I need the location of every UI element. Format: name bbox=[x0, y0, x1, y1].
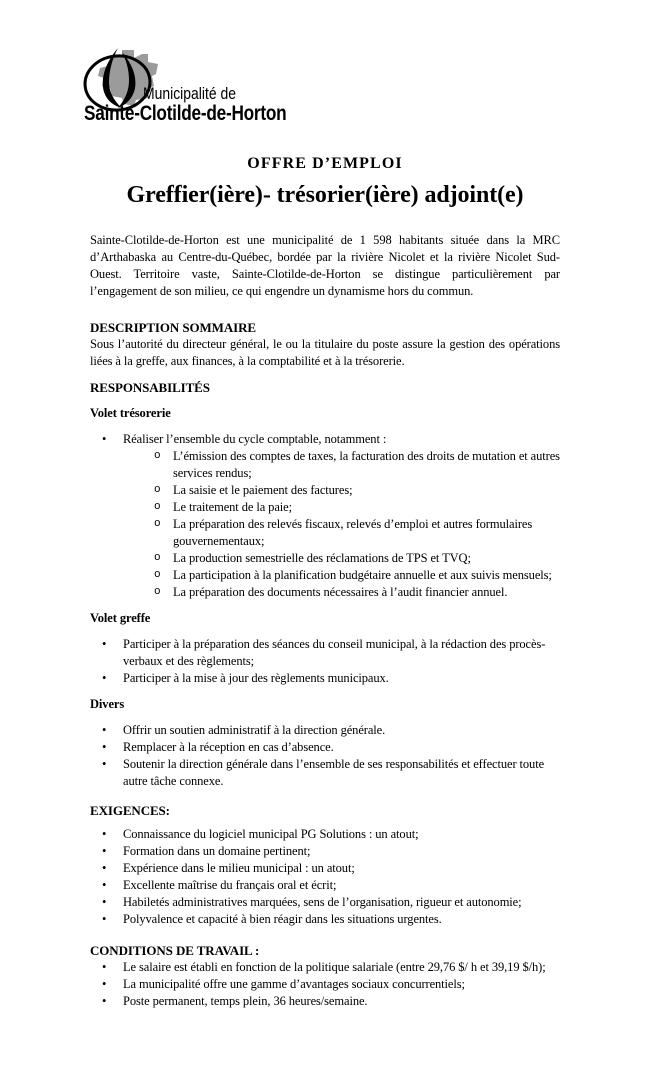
list-item: • Poste permanent, temps plein, 36 heures/semaine. bbox=[90, 993, 560, 1010]
list-item: o La participation à la planification budgétaire annuelle et aux suivis mensuels; bbox=[90, 567, 560, 584]
list-item: • Soutenir la direction générale dans l’ensemble de ses responsabilités et effectuer toute autre tâche connexe. bbox=[90, 756, 560, 790]
exigences-list bbox=[90, 826, 560, 928]
section-heading-conditions: CONDITIONS DE TRAVAIL : bbox=[90, 943, 260, 958]
list-item: • Connaissance du logiciel municipal PG Solutions : un atout; bbox=[90, 826, 560, 843]
list-item: o L’émission des comptes de taxes, la facturation des droits de mutation et autres services rendus; bbox=[90, 448, 560, 482]
section-heading-description: DESCRIPTION SOMMAIRE bbox=[90, 320, 256, 335]
list-item: • Réaliser l’ensemble du cycle comptable, notamment : bbox=[90, 431, 560, 448]
list-item: • Expérience dans le milieu municipal : un atout; bbox=[90, 860, 560, 877]
list-item: • Excellente maîtrise du français oral et écrit; bbox=[90, 877, 560, 894]
list-item: • Offrir un soutien administratif à la direction générale. bbox=[90, 722, 560, 739]
tresorerie-lead-list bbox=[90, 431, 560, 448]
conditions-list bbox=[90, 959, 560, 1010]
list-item: • Formation dans un domaine pertinent; bbox=[90, 843, 560, 860]
subheading-divers: Divers bbox=[90, 697, 125, 711]
list-item: o La saisie et le paiement des factures; bbox=[90, 482, 560, 499]
list-item: o La préparation des relevés fiscaux, relevés d’emploi et autres formulaires gouvernementaux; bbox=[90, 516, 560, 550]
section-heading-exigences: EXIGENCES: bbox=[90, 803, 170, 818]
intro-paragraph: Sainte-Clotilde-de-Horton est une municipalité de 1 598 habitants située dans la MRC d’Arthabaska au Centre-du-Québec, bordée par la rivière Nicolet et la rivière Nicolet Sud-Ouest. Territoire vaste, Sainte-Clotilde-de-Horton se distingue particulièrement par l’engagement de son milieu, ce qui engendre un dynamisme hors du commun. bbox=[90, 233, 560, 298]
list-item: • Polyvalence et capacité à bien réagir dans les situations urgentes. bbox=[90, 911, 560, 928]
list-item: • Participer à la mise à jour des règlements municipaux. bbox=[90, 670, 560, 687]
logo-text-line1: Municipalité de bbox=[143, 84, 236, 103]
description-paragraph: Sous l’autorité du directeur général, le ou la titulaire du poste assure la gestion des opérations liées à la greffe, aux finances, à la comptabilité et à la trésorerie. bbox=[90, 337, 560, 368]
list-item: o La production semestrielle des réclamations de TPS et TVQ; bbox=[90, 550, 560, 567]
list-item: • Remplacer à la réception en cas d’absence. bbox=[90, 739, 560, 756]
municipality-logo bbox=[82, 46, 352, 136]
greffe-list bbox=[90, 636, 560, 687]
subheading-volet-tresorerie: Volet trésorerie bbox=[90, 406, 171, 420]
list-item: • Le salaire est établi en fonction de la politique salariale (entre 29,76 $/ h et 39,19 $/h); bbox=[90, 959, 560, 976]
list-item: • La municipalité offre une gamme d’avantages sociaux concurrentiels; bbox=[90, 976, 560, 993]
list-item: o Le traitement de la paie; bbox=[90, 499, 560, 516]
page-title: Greffier(ière)- trésorier(ière) adjoint(e) bbox=[126, 182, 524, 208]
tresorerie-sub-list bbox=[90, 448, 560, 601]
list-item: o La préparation des documents nécessaires à l’audit financier annuel. bbox=[90, 584, 560, 601]
list-item: • Participer à la préparation des séances du conseil municipal, à la rédaction des procès-verbaux et des règlements; bbox=[90, 636, 560, 670]
document-content bbox=[90, 155, 560, 1010]
section-heading-responsabilites: RESPONSABILITÉS bbox=[90, 380, 210, 395]
subheading-volet-greffe: Volet greffe bbox=[90, 611, 151, 625]
list-item: • Habiletés administratives marquées, sens de l’organisation, rigueur et autonomie; bbox=[90, 894, 560, 911]
divers-list bbox=[90, 722, 560, 790]
logo-text-line2: Sainte-Clotilde-de-Horton bbox=[84, 102, 287, 125]
document-kicker: OFFRE D’EMPLOI bbox=[247, 155, 403, 172]
